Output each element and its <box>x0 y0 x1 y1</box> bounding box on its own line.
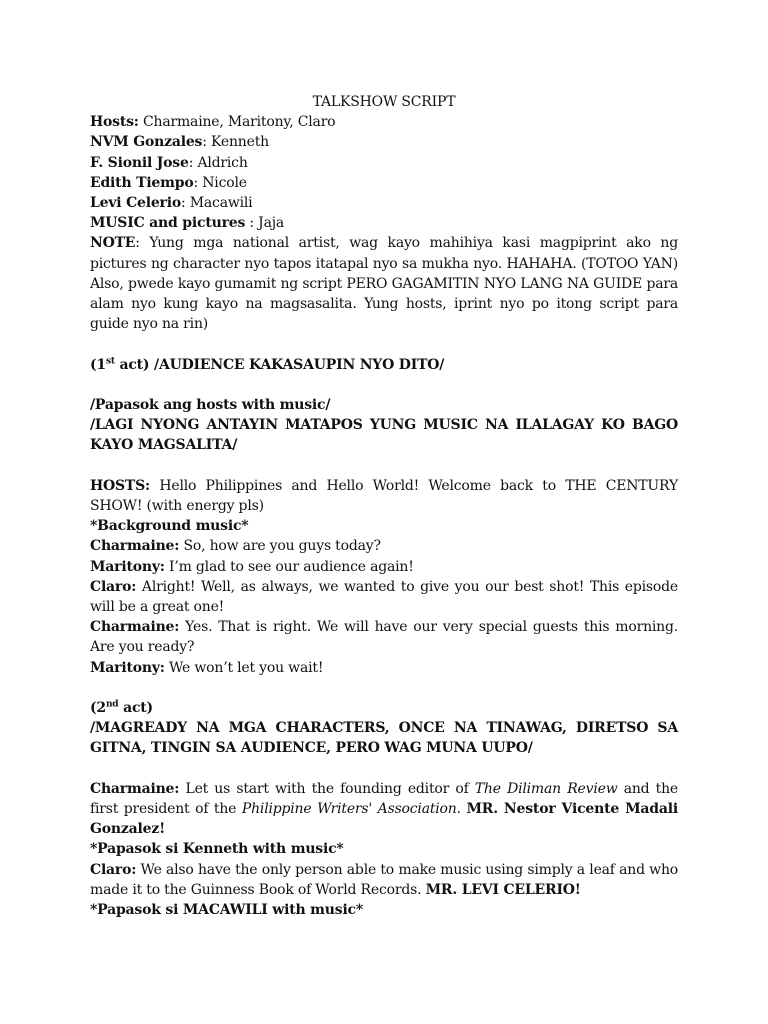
cast-role: MUSIC and pictures <box>90 215 246 232</box>
stage-direction-1: /Papasok ang hosts with music/ <box>90 397 331 414</box>
note-paragraph <box>90 233 678 334</box>
speaker: Claro: <box>90 861 137 878</box>
background-music-cue: *Background music* <box>90 518 249 535</box>
speaker: Charmaine: <box>90 538 180 555</box>
music-cue: *Papasok si Kenneth with music* <box>90 841 344 858</box>
publication-title: The Diliman Review <box>474 780 618 797</box>
speaker: Charmaine: <box>90 780 180 797</box>
cast-name: : Aldrich <box>188 154 248 171</box>
dialogue-text: Yes. That is right. We will have our very special guests this morning. Are you ready? <box>90 619 678 656</box>
cast-role: NVM Gonzales <box>90 134 203 151</box>
cast-role: F. Sionil Jose <box>90 154 189 171</box>
stage-direction-3: /MAGREADY NA MGA CHARACTERS, ONCE NA TINAWAG, DIRETSO SA GITNA, TINGIN SA AUDIENCE, PERO WAG MUNA UUPO/ <box>90 720 678 757</box>
dialogue-text: Hello Philippines and Hello World! Welcome back to THE CENTURY SHOW! (with energy pls) <box>90 477 678 515</box>
dialogue-text: I’m glad to see our audience again! <box>164 558 414 575</box>
organization-name: Philippine Writers' Association <box>241 801 457 818</box>
dialogue-text: Alright! Well, as always, we wanted to give you our best shot! This episode will be a great one! <box>90 578 678 616</box>
script-page <box>90 92 678 920</box>
note-text: : Yung mga national artist, wag kayo mahihiya kasi magpiprint ako ng pictures ng character nyo tapos itatapal nyo sa mukha nyo. HAHAHA. (TOTOO YAN) Also, pwede kayo gumamit ng script PERO GAGAMITIN NYO LANG NA GUIDE para alam nyo kung kayo na magsasalita. Yung hosts, iprint nyo po itong script para guide nyo na rin) <box>90 235 678 333</box>
dialogue-text: We also have the only person able to make music using simply a leaf and who made it to the Guinness Book of World Records. <box>90 861 678 898</box>
cast-role: Levi Celerio <box>90 195 181 212</box>
cast-tiempo <box>90 173 678 193</box>
dialogue-text: So, how are you guys today? <box>179 538 381 555</box>
cast-name: : Kenneth <box>202 134 269 151</box>
act2-heading: (2nd act) <box>90 699 153 717</box>
cast-role: Edith Tiempo <box>90 174 194 191</box>
cast-name: : Nicole <box>193 174 247 191</box>
guest-name: MR. LEVI CELERIO! <box>425 881 581 898</box>
cast-hosts <box>90 112 678 132</box>
cast-name: Charmaine, Maritony, Claro <box>138 114 336 131</box>
dialogue-line <box>90 557 678 577</box>
dialogue-line <box>90 577 678 617</box>
cast-name: : Jaja <box>245 215 285 232</box>
speaker: Maritony: <box>90 659 165 676</box>
music-cue: *Papasok si MACAWILI with music* <box>90 902 364 919</box>
stage-direction-2: /LAGI NYONG ANTAYIN MATAPOS YUNG MUSIC NA ILALAGAY KO BAGO KAYO MAGSALITA/ <box>90 417 678 454</box>
cast-list <box>90 112 678 233</box>
dialogue-text: We won’t let you wait! <box>164 659 324 676</box>
cast-nvm <box>90 132 678 152</box>
dialogue-line <box>90 617 678 657</box>
dialogue-line <box>90 658 678 678</box>
cast-sionil <box>90 153 678 173</box>
act1-heading: (1st act) /AUDIENCE KAKASAUPIN NYO DITO/ <box>90 355 445 373</box>
dialogue-line <box>90 860 678 900</box>
speaker: Charmaine: <box>90 619 180 636</box>
page-title: TALKSHOW SCRIPT <box>312 94 456 110</box>
cast-music <box>90 213 678 233</box>
note-label: NOTE <box>90 235 136 252</box>
hosts-line <box>90 476 678 516</box>
guest-name: MR. Nestor Vicente Madali Gonzalez! <box>90 801 678 838</box>
dialogue-line <box>90 536 678 556</box>
speaker: Maritony: <box>90 558 165 575</box>
cast-celerio <box>90 193 678 213</box>
dialogue-line: Charmaine: Let us start with the founding editor of The Diliman Review and the first president of the Philippine Writers' Association. MR. Nestor Vicente Madali Gonzalez! <box>90 780 679 838</box>
cast-name: : Macawili <box>181 195 253 212</box>
speaker: Claro: <box>90 578 137 595</box>
cast-role: Hosts: <box>90 114 139 131</box>
speaker: HOSTS: <box>90 477 151 494</box>
